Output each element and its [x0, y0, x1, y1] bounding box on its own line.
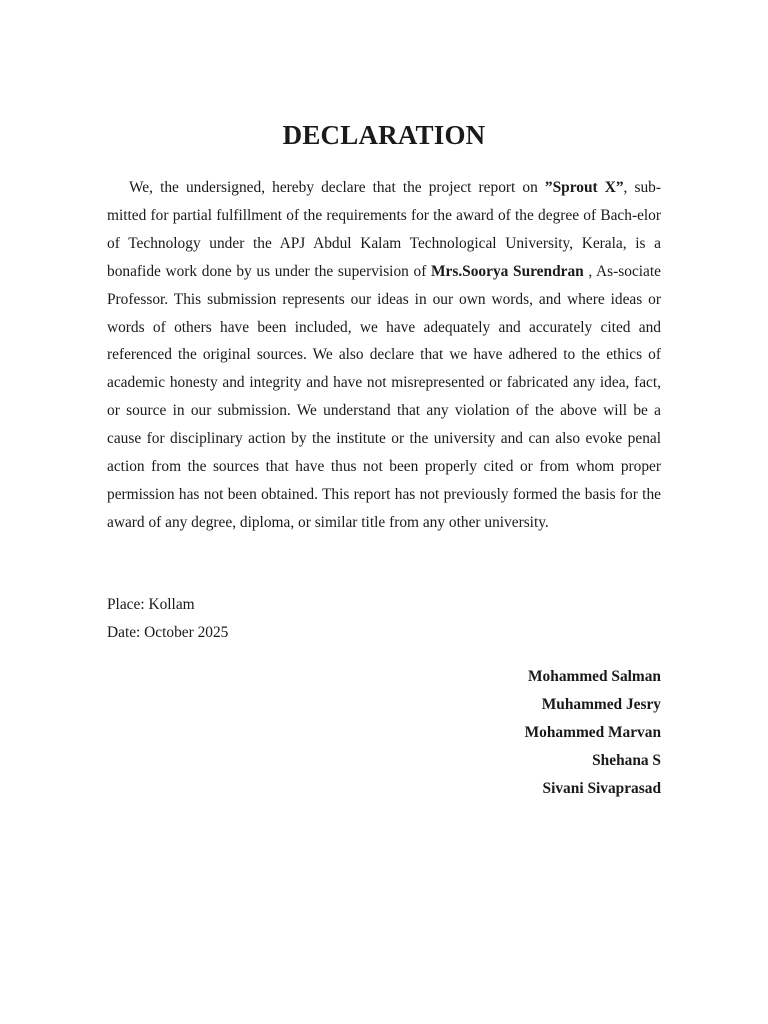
place-date-block: [107, 591, 507, 647]
page-title: DECLARATION: [282, 120, 486, 150]
paragraph-text-1: We, the undersigned, hereby declare that the project report on: [129, 179, 545, 196]
supervisor-name: Mrs.Soorya Surendran: [430, 262, 584, 280]
date-line: Date: October 2025: [107, 624, 229, 641]
place-line: Place: Kollam: [107, 596, 195, 613]
signatory-name: Sivani Sivaprasad: [542, 780, 661, 797]
signatory-name: Mohammed Marvan: [524, 724, 661, 741]
project-name: ”Sprout X”: [544, 179, 624, 196]
declaration-paragraph: [107, 174, 661, 537]
signatory-name: Shehana S: [592, 752, 661, 769]
paragraph-text-3: , As-sociate Professor. This submission represents our ideas in our own words, and where ideas or words of others have been included, we have adequately and accurately cited and referenced the original sources. We also declare that we have adhered to the ethics of academic honesty and integrity and have not misrepresented or fabricated any idea, fact, or source in our submission. We understand that any violation of the above will be a cause for disciplinary action by the institute or the university and can also evoke penal action from the sources that have thus not been properly cited or from whom proper permission has not been obtained. This report has not previously formed the basis for the award of any degree, diploma, or similar title from any other university.: [107, 262, 661, 531]
signatory-name: Muhammed Jesry: [541, 696, 661, 713]
signatory-list: [301, 663, 661, 803]
paragraph-text-2: , sub-mitted for partial fulfillment of the requirements for the award of the degree of Bach-elor of Technology under the APJ Abdul Kalam Technological University, Kerala, is a bonafide work done by us under the supervision of: [107, 179, 661, 280]
signatory-name: Mohammed Salman: [528, 668, 661, 685]
